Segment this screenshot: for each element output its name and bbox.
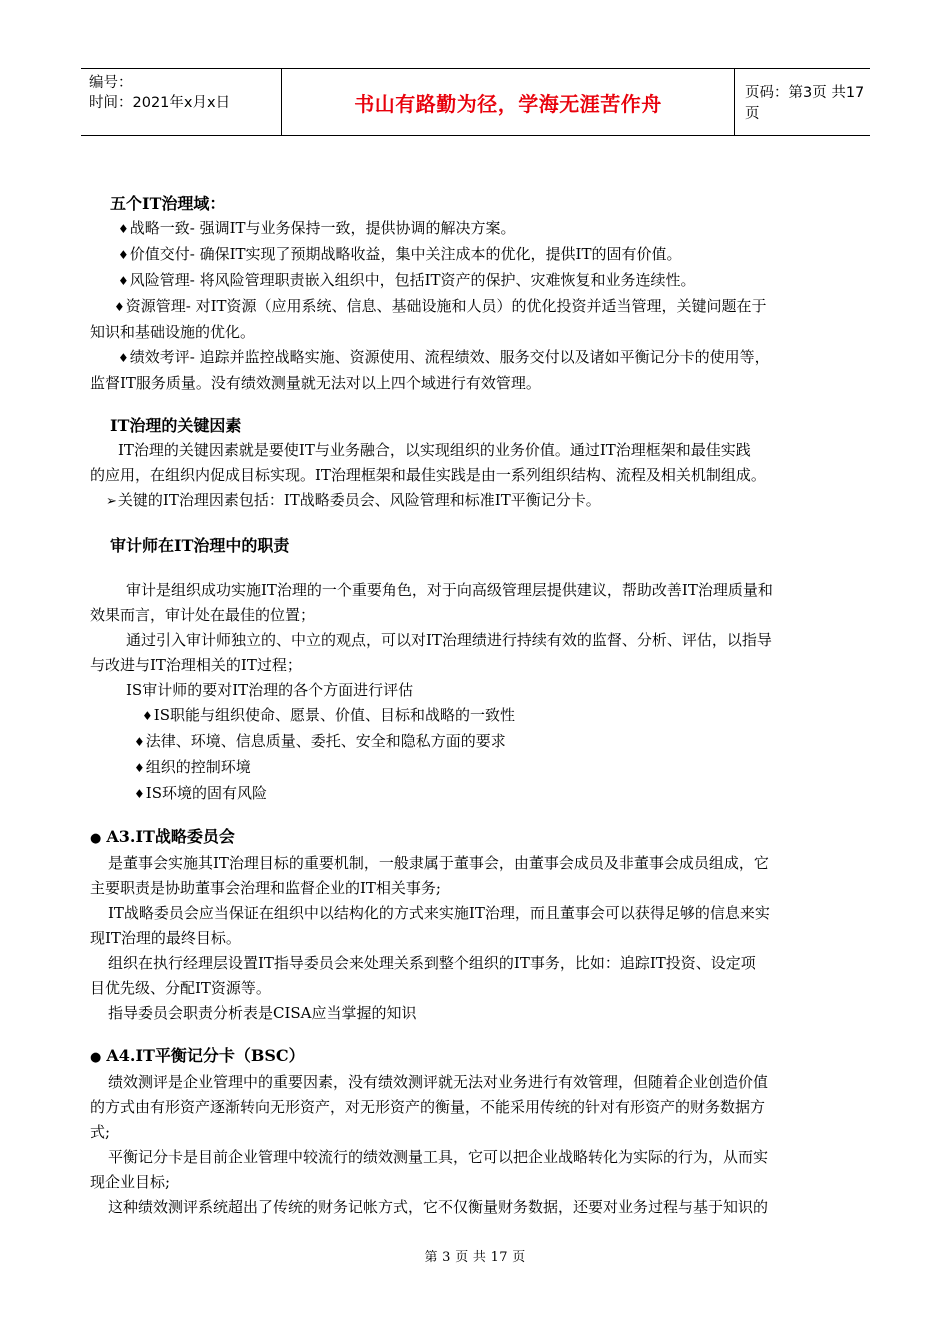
document-time-label: 时间：2021年x月x日 [89,95,231,111]
paragraph-line: 组织在执行经理层设置IT指导委员会来处理关系到整个组织的IT事务，比如：追踪IT投资、设定项 [108,954,756,972]
paragraph-line: IT战略委员会应当保证在组织中以结构化的方式来实施IT治理，而且董事会可以获得足够的信息来实 [108,904,770,922]
paragraph-line: 主要职责是协助董事会治理和监督企业的IT相关事务; [90,879,441,897]
paragraph-line: 目优先级、分配IT资源等。 [90,979,271,997]
list-item: ♦ 价值交付- 确保IT实现了预期战略收益，集中关注成本的优化，提供IT的固有价值。 [92,242,859,268]
list-item: ♦ 风险管理- 将风险管理职责嵌入组织中，包括IT资产的保护、灾难恢复和业务连续性。 [92,268,859,294]
document-number-label: 编号： [89,75,133,91]
page-header [81,68,870,136]
section-title: IT治理的关键因素 [110,416,242,435]
paragraph-line: IS审计师的要对IT治理的各个方面进行评估 [126,681,414,699]
paragraph-line: 绩效测评是企业管理中的重要因素，没有绩效测评就无法对业务进行有效管理，但随着企业创造价值 [108,1073,769,1091]
list-item: ➢ 关键的IT治理因素包括：IT战略委员会、风险管理和标准IT平衡记分卡。 [106,488,859,514]
paragraph-line: 效果而言，审计处在最佳的位置； [90,606,316,624]
paragraph-line: 与改进与IT治理相关的IT过程； [90,656,302,674]
paragraph-line: 式; [90,1123,111,1141]
list-item: ♦ 组织的控制环境 [92,755,859,781]
section-title: 五个IT治理域： [110,194,226,213]
paragraph-line: 这种绩效测评系统超出了传统的财务记帐方式，它不仅衡量财务数据，还要对业务过程与基于知识的 [108,1198,769,1216]
list-item-continuation: 监督IT服务质量。没有绩效测量就无法对以上四个域进行有效管理。 [90,374,541,392]
header-page-info: 页码：第3页 共17页 [745,85,865,122]
paragraph-line: 指导委员会职责分析表是CISA应当掌握的知识 [108,1004,417,1022]
section-it-governance-domains [92,192,859,216]
list-item: ♦ IS职能与组织使命、愿景、价值、目标和战略的一致性 [92,703,859,729]
paragraph-line: 的方式由有形资产逐渐转向无形资产，对无形资产的衡量，不能采用传统的针对有形资产的财务数据方 [90,1098,766,1116]
list-item: ♦ 资源管理- 对IT资源（应用系统、信息、基础设施和人员）的优化投资并适当管理，关键问题在于 [92,294,859,320]
list-item: ♦ IS环境的固有风险 [92,781,859,807]
section-title: 审计师在IT治理中的职责 [110,536,290,555]
section-title: ● A3.IT战略委员会 [90,825,859,851]
header-page-info-cell [735,69,870,135]
paragraph-line: 现IT治理的最终目标。 [90,929,241,947]
list-item: ♦ 战略一致- 强调IT与业务保持一致，提供协调的解决方案。 [92,216,859,242]
list-item: ♦ 法律、环境、信息质量、委托、安全和隐私方面的要求 [92,729,859,755]
paragraph-line: 现企业目标; [90,1173,171,1191]
list-item-continuation: 知识和基础设施的优化。 [90,323,256,341]
header-meta-cell [81,69,282,135]
paragraph-line: 是董事会实施其IT治理目标的重要机制，一般隶属于董事会，由董事会成员及非董事会成员组成，它 [108,854,769,872]
section-title: ● A4.IT平衡记分卡（BSC） [90,1044,859,1070]
list-item: ♦ 绩效考评- 追踪并监控战略实施、资源使用、流程绩效、服务交付以及诸如平衡记分卡的使用等， [92,345,859,371]
document-body [92,188,859,1220]
page-footer: 第 3 页 共 17 页 [424,1250,526,1265]
header-motto: 书山有路勤为径，学海无涯苦作舟 [354,91,662,116]
paragraph-line: 通过引入审计师独立的、中立的观点，可以对IT治理绩进行持续有效的监督、分析、评估，以指导 [126,631,772,649]
paragraph-line: 的应用，在组织内促成目标实现。IT治理框架和最佳实践是由一系列组织结构、流程及相关机制组成。 [90,466,766,484]
header-motto-cell [282,69,735,135]
paragraph-line: 平衡记分卡是目前企业管理中较流行的绩效测量工具，它可以把企业战略转化为实际的行为，从而实 [108,1148,769,1166]
paragraph-line: 审计是组织成功实施IT治理的一个重要角色，对于向高级管理层提供建议，帮助改善IT治理质量和 [126,581,773,599]
paragraph-line: IT治理的关键因素就是要使IT与业务融合，以实现组织的业务价值。通过IT治理框架和最佳实践 [118,441,751,459]
